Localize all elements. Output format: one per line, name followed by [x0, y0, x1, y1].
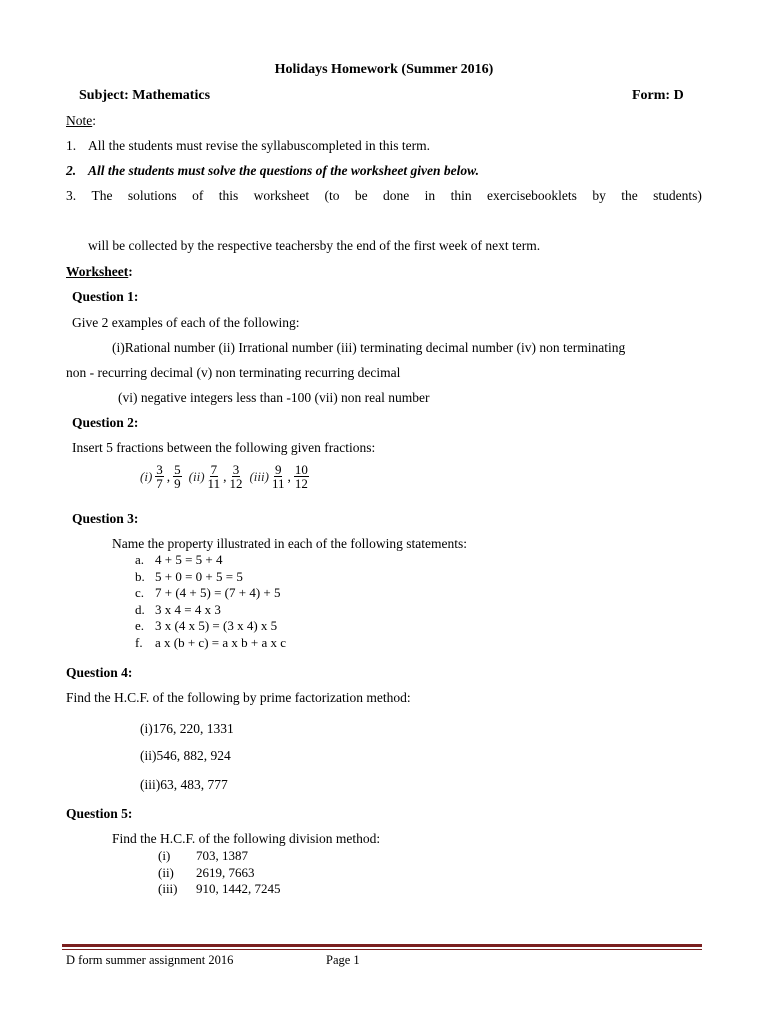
question-1-line-1: (i)Rational number (ii) Irrational number (iii) terminating decimal number (iv) non terminating [112, 340, 626, 355]
list-item: a. 4 + 5 = 5 + 4 [135, 552, 223, 567]
list-item: c. 7 + (4 + 5) = (7 + 4) + 5 [135, 585, 281, 600]
question-5-heading: Question 5: [66, 806, 133, 821]
subject-label: Subject: Mathematics [79, 88, 211, 103]
page-number: Page 1 [326, 953, 360, 967]
list-item: b. 5 + 0 = 0 + 5 = 5 [135, 568, 243, 584]
note-3-word: thin [450, 188, 472, 203]
fraction: $\frac{5}{9}$ [174, 462, 181, 491]
fraction: $\frac{10}{12}$ [294, 462, 308, 491]
note-3-word: the [621, 188, 638, 203]
question-2-prompt: Insert 5 fractions between the following given fractions: [72, 440, 376, 455]
list-item: e. 3 x (4 x 5) = (3 x 4) x 5 [135, 618, 278, 633]
fraction-group-label: (iii) [249, 468, 269, 484]
question-4-item: (ii)546, 882, 924 [140, 748, 231, 763]
note-item-3-continuation: will be collected by the respective teachersby the end of the first week of next term. [88, 238, 541, 253]
note-3-word: this [218, 188, 239, 203]
note-3-word: exercisebooklets [486, 188, 577, 203]
note-3-word: The [91, 188, 113, 203]
note-3-word: done [383, 188, 410, 203]
worksheet-heading: Worksheet: [66, 264, 133, 279]
list-item: (ii) 2619, 7663 [158, 864, 255, 880]
question-4-item: (iii)63, 483, 777 [140, 777, 228, 792]
question-1-heading: Question 1: [72, 289, 139, 304]
note-item-2: 2. All the students must solve the questions of the worksheet given below. [66, 163, 480, 178]
note-heading: Note: [66, 113, 97, 128]
note-3-word: solutions [127, 188, 177, 203]
fraction-group-label: (ii) [188, 468, 205, 484]
footer-rule-thin [62, 949, 702, 950]
list-item: f. a x (b + c) = a x b + a x c [135, 634, 287, 650]
page-title: Holidays Homework (Summer 2016) [274, 62, 494, 77]
footer-rule [62, 944, 702, 947]
question-5-prompt: Find the H.C.F. of the following division method: [112, 831, 381, 846]
note-3-word: by [592, 188, 606, 203]
list-item: (iii) 910, 1442, 7245 [158, 881, 281, 896]
form-label: Form: D [632, 88, 684, 103]
question-2-fractions: (i) $\frac{3}{7}$ , $\frac{5}{9}$ (ii) $\frac{7}{11}$ , $\frac{3}{12}$ (iii) $\frac{9}{11}$ , $\frac{10}{12}$ [140, 462, 308, 491]
note-3-word: of [192, 188, 204, 203]
note-item-1: 1. All the students must revise the syllabuscompleted in this term. [66, 138, 430, 153]
fraction: $\frac{9}{11}$ [271, 462, 285, 491]
question-5-list [158, 848, 281, 898]
list-item: d. 3 x 4 = 4 x 3 [135, 601, 221, 617]
note-3-word: students) [653, 188, 702, 203]
question-1-line-3: (vi) negative integers less than -100 (vii) non real number [118, 390, 430, 405]
question-3-list [135, 552, 286, 651]
fraction: $\frac{3}{12}$ [229, 462, 243, 491]
fraction: $\frac{7}{11}$ [207, 462, 221, 491]
fraction: $\frac{3}{7}$ [156, 462, 163, 491]
question-1-prompt: Give 2 examples of each of the following: [72, 315, 300, 330]
fraction-group-label: (i) [140, 468, 153, 484]
question-3-heading: Question 3: [72, 511, 139, 526]
question-3-prompt: Name the property illustrated in each of the following statements: [112, 536, 468, 551]
question-2-heading: Question 2: [72, 415, 139, 430]
note-item-3: 3. The solutions of this worksheet (to be done in thin exercisebooklets by the students) [66, 188, 702, 203]
note-3-word: (to [324, 188, 340, 203]
note-3-word: in [424, 188, 436, 203]
question-4-item: (i)176, 220, 1331 [140, 721, 234, 736]
question-1-line-2: non - recurring decimal (v) non terminating recurring decimal [66, 365, 401, 380]
question-4-prompt: Find the H.C.F. of the following by prime factorization method: [66, 690, 411, 705]
footer-text: D form summer assignment 2016 [66, 953, 234, 967]
question-4-heading: Question 4: [66, 665, 133, 680]
note-3-word: be [354, 188, 368, 203]
note-3-word: worksheet [253, 188, 310, 203]
list-item: (i) 703, 1387 [158, 848, 248, 863]
